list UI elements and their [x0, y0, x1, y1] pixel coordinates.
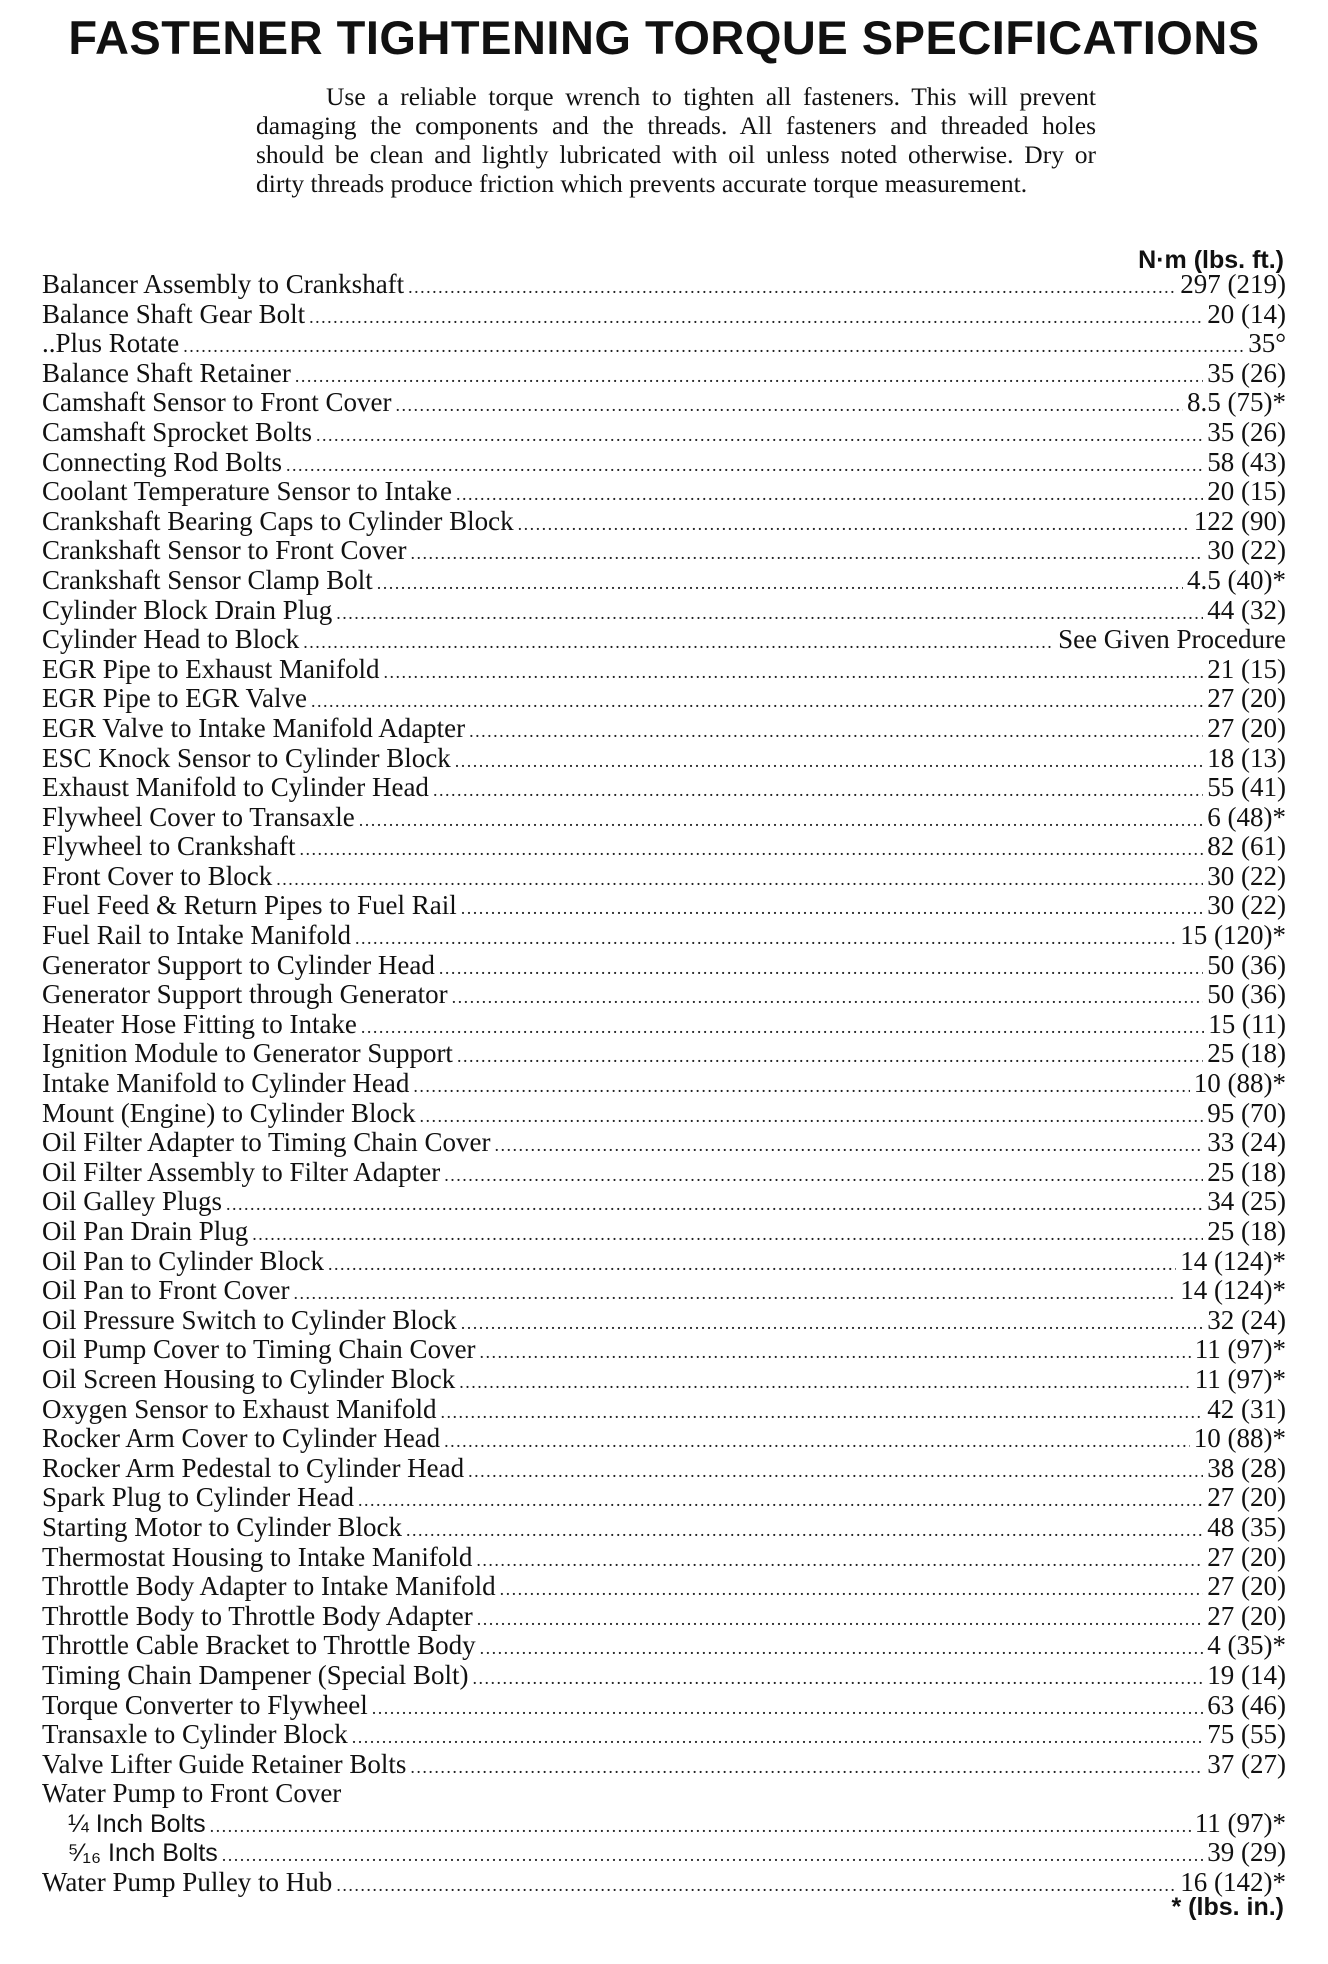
dot-leader: [316, 421, 1203, 451]
spec-label: Flywheel to Crankshaft: [42, 831, 296, 862]
spec-label: Fuel Feed & Return Pipes to Fuel Rail: [42, 890, 457, 921]
spec-label: Camshaft Sprocket Bolts: [42, 416, 312, 447]
spec-row: [42, 507, 1286, 537]
spec-label: Intake Manifold to Cylinder Head: [42, 1068, 410, 1099]
spec-label: ⁵⁄₁₆ Inch Bolts: [68, 1839, 218, 1868]
dot-leader: [500, 1575, 1204, 1605]
spec-value: 42 (31): [1207, 1393, 1286, 1424]
spec-label: Crankshaft Bearing Caps to Cylinder Block: [42, 505, 514, 536]
spec-row: [42, 951, 1286, 981]
spec-value: 50 (36): [1207, 979, 1286, 1010]
dot-leader: [439, 954, 1203, 984]
spec-value: 30 (22): [1207, 535, 1286, 566]
spec-label: Fuel Rail to Intake Manifold: [42, 920, 351, 951]
dot-leader: [358, 1486, 1203, 1516]
spec-value: 44 (32): [1207, 594, 1286, 625]
spec-value: 122 (90): [1193, 505, 1286, 536]
spec-row: [42, 1217, 1286, 1247]
spec-row: [42, 1306, 1286, 1336]
dot-leader: [459, 1368, 1191, 1398]
spec-row: [42, 388, 1286, 418]
spec-value: 25 (18): [1207, 1216, 1286, 1246]
spec-value: 11 (97)*: [1194, 1807, 1286, 1838]
spec-label: Mount (Engine) to Cylinder Block: [42, 1097, 416, 1128]
spec-label: Flywheel Cover to Transaxle: [42, 801, 355, 832]
dot-leader: [336, 1871, 1176, 1901]
dot-leader: [408, 273, 1176, 303]
spec-label: Water Pump to Front Cover: [42, 1778, 342, 1809]
footnote: * (lbs. in.): [1171, 1893, 1284, 1921]
dot-leader: [476, 1546, 1203, 1576]
spec-label: Generator Support to Cylinder Head: [42, 949, 435, 980]
spec-row: [42, 1483, 1286, 1513]
spec-value: 48 (35): [1207, 1511, 1286, 1542]
spec-label: Oil Pan to Front Cover: [42, 1275, 290, 1306]
spec-label: Oil Filter Adapter to Timing Chain Cover: [42, 1127, 491, 1158]
spec-row: [42, 1424, 1286, 1454]
dot-leader: [299, 835, 1203, 865]
spec-value: 27 (20): [1207, 1600, 1286, 1631]
spec-label: Oil Galley Plugs: [42, 1186, 222, 1217]
dot-leader: [361, 1013, 1204, 1043]
dot-leader: [359, 806, 1204, 836]
dot-leader: [303, 628, 1054, 658]
spec-label: Throttle Cable Bracket to Throttle Body: [42, 1630, 476, 1661]
spec-label: Torque Converter to Flywheel: [42, 1689, 368, 1720]
dot-leader: [440, 1398, 1203, 1428]
spec-label: Oil Pressure Switch to Cylinder Block: [42, 1304, 457, 1335]
spec-row: [42, 1099, 1286, 1129]
spec-value: 30 (22): [1207, 860, 1286, 891]
spec-label: Exhaust Manifold to Cylinder Head: [42, 772, 429, 803]
spec-label: Cylinder Block Drain Plug: [42, 594, 333, 625]
spec-label: Thermostat Housing to Intake Manifold: [42, 1541, 473, 1572]
spec-value: See Given Procedure: [1058, 624, 1286, 655]
spec-value: 27 (20): [1207, 1482, 1286, 1513]
dot-leader: [469, 717, 1203, 747]
spec-row: [42, 1602, 1286, 1632]
dot-leader: [472, 1664, 1203, 1694]
spec-value: 21 (15): [1207, 653, 1286, 684]
spec-value: 10 (88)*: [1193, 1068, 1286, 1099]
spec-value: 25 (18): [1207, 1038, 1286, 1069]
spec-value: 11 (97)*: [1194, 1363, 1286, 1394]
spec-value: 50 (36): [1207, 949, 1286, 980]
spec-value: 32 (24): [1207, 1304, 1286, 1335]
spec-value: 82 (61): [1207, 831, 1286, 862]
spec-label: Transaxle to Cylinder Block: [42, 1719, 348, 1750]
dot-leader: [495, 1131, 1204, 1161]
dot-leader: [355, 924, 1176, 954]
spec-label: ESC Knock Sensor to Cylinder Block: [42, 742, 451, 773]
spec-label: Cylinder Head to Block: [42, 624, 300, 655]
spec-label: EGR Valve to Intake Manifold Adapter: [42, 712, 466, 743]
spec-label: ¼ Inch Bolts: [68, 1809, 206, 1838]
dot-leader: [477, 1605, 1204, 1635]
dot-leader: [457, 1042, 1203, 1072]
spec-row: [42, 1809, 1286, 1839]
spec-value: 4 (35)*: [1207, 1630, 1286, 1661]
spec-row: [42, 773, 1286, 803]
spec-value: 37 (27): [1207, 1748, 1286, 1779]
spec-row: [42, 684, 1286, 714]
dot-leader: [518, 510, 1190, 540]
spec-value: 27 (20): [1207, 683, 1286, 714]
spec-row: [42, 803, 1286, 833]
dot-leader: [468, 1457, 1203, 1487]
spec-label: EGR Pipe to Exhaust Manifold: [42, 653, 380, 684]
spec-row: [42, 329, 1286, 359]
dot-leader: [309, 303, 1203, 333]
dot-leader: [377, 569, 1183, 599]
dot-leader: [410, 539, 1203, 569]
spec-row: [42, 832, 1286, 862]
spec-row: [42, 744, 1286, 774]
spec-value: 63 (46): [1207, 1689, 1286, 1720]
dot-leader: [433, 776, 1203, 806]
spec-row: [42, 1365, 1286, 1395]
spec-value: 27 (20): [1207, 1571, 1286, 1602]
dot-leader: [410, 1753, 1203, 1783]
spec-value: 33 (24): [1207, 1127, 1286, 1158]
spec-label: Balance Shaft Gear Bolt: [42, 298, 306, 329]
intro-paragraph: Use a reliable torque wrench to tighten all fasteners. This will prevent damaging the components and the threads. All fasteners and threaded holes should be clean and lightly lubricated with oil unless noted otherwise. Dry or dirty threads produce friction which prevents accurate torque measurement.: [256, 82, 1096, 198]
spec-row: [42, 359, 1286, 389]
page-title: FASTENER TIGHTENING TORQUE SPECIFICATIONS: [68, 11, 1260, 64]
spec-label: Balance Shaft Retainer: [42, 357, 291, 388]
spec-row: [42, 300, 1286, 330]
spec-label: Starting Motor to Cylinder Block: [42, 1511, 402, 1542]
spec-value: 14 (124)*: [1180, 1275, 1286, 1306]
spec-row: [42, 1572, 1286, 1602]
spec-value: 55 (41): [1207, 772, 1286, 803]
spec-value: 8.5 (75)*: [1187, 387, 1286, 418]
dot-leader: [295, 362, 1203, 392]
dot-leader: [456, 480, 1203, 510]
spec-label: Front Cover to Block: [42, 860, 273, 891]
dot-leader: [226, 1190, 1203, 1220]
spec-row: [42, 1247, 1286, 1277]
dot-leader: [210, 1812, 1191, 1842]
dot-leader: [413, 1072, 1189, 1102]
spec-value: 38 (28): [1207, 1452, 1286, 1483]
spec-row: [42, 1069, 1286, 1099]
spec-label: Rocker Arm Pedestal to Cylinder Head: [42, 1452, 465, 1483]
spec-row: [42, 1838, 1286, 1868]
spec-row: [42, 270, 1286, 300]
spec-value: 25 (18): [1207, 1156, 1286, 1187]
spec-label: Crankshaft Sensor Clamp Bolt: [42, 564, 373, 595]
spec-value: 6 (48)*: [1207, 801, 1286, 832]
spec-label: Oil Pan to Cylinder Block: [42, 1245, 324, 1276]
spec-label: Spark Plug to Cylinder Head: [42, 1482, 354, 1513]
spec-label: ..Plus Rotate: [42, 328, 180, 359]
spec-value: 15 (11): [1208, 1008, 1286, 1039]
dot-leader: [328, 1250, 1176, 1280]
spec-row: [42, 566, 1286, 596]
spec-row: [42, 448, 1286, 478]
spec-value: 75 (55): [1207, 1719, 1286, 1750]
dot-leader: [480, 1338, 1191, 1368]
spec-value: 20 (15): [1207, 476, 1286, 507]
spec-row: [42, 1661, 1286, 1691]
spec-row: [42, 891, 1286, 921]
spec-value: 30 (22): [1207, 890, 1286, 921]
spec-value: 58 (43): [1207, 446, 1286, 477]
spec-row: [42, 1128, 1286, 1158]
spec-row: [42, 1750, 1286, 1780]
spec-row: [42, 1779, 1286, 1809]
spec-row: [42, 980, 1286, 1010]
spec-row: [42, 1543, 1286, 1573]
spec-row: [42, 921, 1286, 951]
spec-value: 35°: [1248, 328, 1286, 359]
spec-label: Oil Screen Housing to Cylinder Block: [42, 1363, 456, 1394]
spec-row: [42, 1868, 1286, 1898]
spec-value: 16 (142)*: [1180, 1867, 1286, 1898]
spec-label: Balancer Assembly to Crankshaft: [42, 269, 405, 299]
dot-leader: [395, 391, 1183, 421]
spec-label: Generator Support through Generator: [42, 979, 448, 1010]
spec-row: [42, 1187, 1286, 1217]
spec-row: [42, 714, 1286, 744]
dot-leader: [461, 1309, 1204, 1339]
spec-value: 11 (97)*: [1194, 1334, 1286, 1365]
spec-row: [42, 625, 1286, 655]
torque-spec-list: [42, 270, 1286, 1898]
spec-label: Connecting Rod Bolts: [42, 446, 283, 477]
spec-value: 15 (120)*: [1180, 920, 1286, 951]
spec-value: 34 (25): [1207, 1186, 1286, 1217]
spec-row: [42, 1039, 1286, 1069]
spec-label: Valve Lifter Guide Retainer Bolts: [42, 1748, 407, 1779]
dot-leader: [372, 1694, 1203, 1724]
spec-label: Oil Pump Cover to Timing Chain Cover: [42, 1334, 476, 1365]
spec-row: [42, 536, 1286, 566]
spec-row: [42, 1158, 1286, 1188]
spec-row: [42, 1720, 1286, 1750]
dot-leader: [419, 1102, 1203, 1132]
spec-value: 95 (70): [1207, 1097, 1286, 1128]
dot-leader: [455, 747, 1204, 777]
spec-label: Throttle Body Adapter to Intake Manifold: [42, 1571, 496, 1602]
spec-row: [42, 1395, 1286, 1425]
spec-row: [42, 1335, 1286, 1365]
spec-label: Water Pump Pulley to Hub: [42, 1867, 333, 1898]
spec-label: Throttle Body to Throttle Body Adapter: [42, 1600, 473, 1631]
dot-leader: [352, 1723, 1204, 1753]
dot-leader: [183, 332, 1244, 362]
spec-value: 19 (14): [1207, 1659, 1286, 1690]
spec-value: 35 (26): [1207, 416, 1286, 447]
spec-label: Oxygen Sensor to Exhaust Manifold: [42, 1393, 437, 1424]
dot-leader: [406, 1516, 1203, 1546]
spec-value: 14 (124)*: [1180, 1245, 1286, 1276]
spec-row: [42, 1691, 1286, 1721]
dot-leader: [444, 1161, 1203, 1191]
spec-label: Oil Pan Drain Plug: [42, 1216, 249, 1246]
units-header: N·m (lbs. ft.): [1138, 246, 1284, 274]
spec-label: EGR Pipe to EGR Valve: [42, 683, 307, 714]
spec-label: Crankshaft Sensor to Front Cover: [42, 535, 407, 566]
spec-value: 27 (20): [1207, 1541, 1286, 1572]
spec-value: 297 (219): [1180, 269, 1286, 299]
spec-row: [42, 655, 1286, 685]
spec-label: Oil Filter Assembly to Filter Adapter: [42, 1156, 441, 1187]
dot-leader: [452, 983, 1204, 1013]
spec-row: [42, 1631, 1286, 1661]
spec-value: 20 (14): [1207, 298, 1286, 329]
spec-row: [42, 1276, 1286, 1306]
dot-leader: [252, 1220, 1203, 1250]
spec-row: [42, 1513, 1286, 1543]
spec-label: Camshaft Sensor to Front Cover: [42, 387, 392, 418]
spec-row: [42, 1010, 1286, 1040]
spec-row: [42, 596, 1286, 626]
spec-label: Rocker Arm Cover to Cylinder Head: [42, 1423, 441, 1454]
dot-leader: [383, 658, 1203, 688]
spec-value: 18 (13): [1207, 742, 1286, 773]
dot-leader: [444, 1427, 1190, 1457]
spec-row: [42, 1454, 1286, 1484]
spec-label: Timing Chain Dampener (Special Bolt): [42, 1659, 469, 1690]
dot-leader: [480, 1634, 1204, 1664]
spec-value: 27 (20): [1207, 712, 1286, 743]
spec-row: [42, 418, 1286, 448]
spec-label: Ignition Module to Generator Support: [42, 1038, 453, 1069]
spec-row: [42, 477, 1286, 507]
spec-value: 4.5 (40)*: [1187, 564, 1286, 595]
spec-label: Heater Hose Fitting to Intake: [42, 1008, 357, 1039]
dot-leader: [461, 894, 1204, 924]
spec-value: 39 (29): [1207, 1837, 1286, 1868]
dot-leader: [222, 1841, 1203, 1871]
spec-row: [42, 862, 1286, 892]
spec-value: 35 (26): [1207, 357, 1286, 388]
spec-label: Coolant Temperature Sensor to Intake: [42, 476, 452, 507]
spec-value: 10 (88)*: [1193, 1423, 1286, 1454]
